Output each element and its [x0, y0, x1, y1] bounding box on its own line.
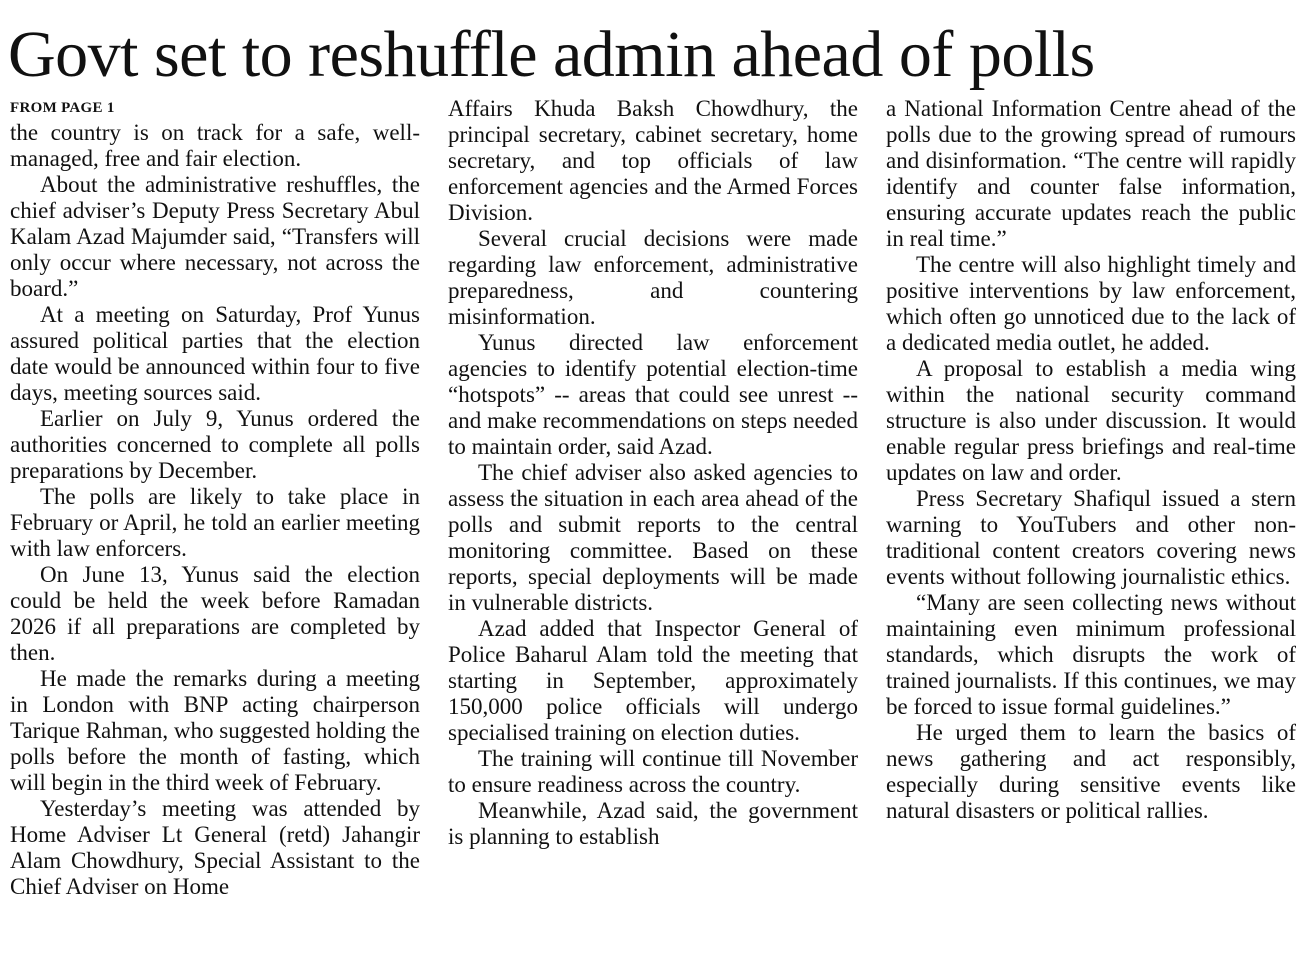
article-paragraph: A proposal to establish a media wing within the national security command structure is also under discussion. It would enable regular press briefings and real-time updates on law and order. [886, 356, 1296, 485]
article-paragraph: “Many are seen collecting news without maintaining even minimum professional standards, which disrupts the work of trained journalists. If this continues, we may be forced to issue formal guidelines.” [886, 590, 1296, 719]
headline: Govt set to reshuffle admin ahead of polls [8, 18, 1095, 91]
article-paragraph: Yunus directed law enforcement agencies to identify potential election-time “hotspots” -- areas that could see unrest -- and make recommendations on steps needed to maintain order, said Azad. [448, 330, 858, 459]
article-paragraph: Press Secretary Shafiqul issued a stern warning to YouTubers and other non-traditional content creators covering news events without following journalistic ethics. [886, 486, 1296, 589]
article-paragraph: Earlier on July 9, Yunus ordered the authorities concerned to complete all polls preparations by December. [10, 406, 420, 483]
continuation-kicker: FROM PAGE 1 [10, 100, 115, 116]
article-paragraph: Yesterday’s meeting was attended by Home Adviser Lt General (retd) Jahangir Alam Chowdhury, Special Assistant to the Chief Adviser on Home [10, 796, 420, 899]
article-paragraph: About the administrative reshuffles, the chief adviser’s Deputy Press Secretary Abul Kalam Azad Majumder said, “Transfers will only occur where necessary, not across the board.” [10, 172, 420, 301]
article-paragraph: Several crucial decisions were made regarding law enforcement, administrative preparedness, and countering misinformation. [448, 226, 858, 329]
article-paragraph: the country is on track for a safe, well-managed, free and fair election. [10, 120, 420, 171]
article-paragraph: Affairs Khuda Baksh Chowdhury, the principal secretary, cabinet secretary, home secretary, and top officials of law enforcement agencies and the Armed Forces Division. [448, 96, 858, 225]
article-column-3 [886, 96, 1296, 962]
article-paragraph: Meanwhile, Azad said, the government is planning to establish [448, 798, 858, 849]
article-paragraph: The chief adviser also asked agencies to assess the situation in each area ahead of the polls and submit reports to the central monitoring committee. Based on these reports, special deployments will be made in vulnerable districts. [448, 460, 858, 615]
article-paragraph: He made the remarks during a meeting in London with BNP acting chairperson Tarique Rahman, who suggested holding the polls before the month of fasting, which will begin in the third week of February. [10, 666, 420, 795]
article-column-2 [448, 96, 858, 962]
article-paragraph: At a meeting on Saturday, Prof Yunus assured political parties that the election date would be announced within four to five days, meeting sources said. [10, 302, 420, 405]
article-column-1 [10, 96, 420, 962]
article-paragraph: The centre will also highlight timely and positive interventions by law enforcement, which often go unnoticed due to the lack of a dedicated media outlet, he added. [886, 252, 1296, 355]
article-paragraph: a National Information Centre ahead of the polls due to the growing spread of rumours and disinformation. “The centre will rapidly identify and counter false information, ensuring accurate updates reach the public in real time.” [886, 96, 1296, 251]
article-paragraph: He urged them to learn the basics of news gathering and act responsibly, especially during sensitive events like natural disasters or political rallies. [886, 720, 1296, 823]
article-paragraph: On June 13, Yunus said the election could be held the week before Ramadan 2026 if all preparations are completed by then. [10, 562, 420, 665]
article-paragraph: Azad added that Inspector General of Police Baharul Alam told the meeting that starting in September, approximately 150,000 police officials will undergo specialised training on election duties. [448, 616, 858, 745]
article-paragraph: The training will continue till November to ensure readiness across the country. [448, 746, 858, 797]
article-paragraph: The polls are likely to take place in February or April, he told an earlier meeting with law enforcers. [10, 484, 420, 561]
